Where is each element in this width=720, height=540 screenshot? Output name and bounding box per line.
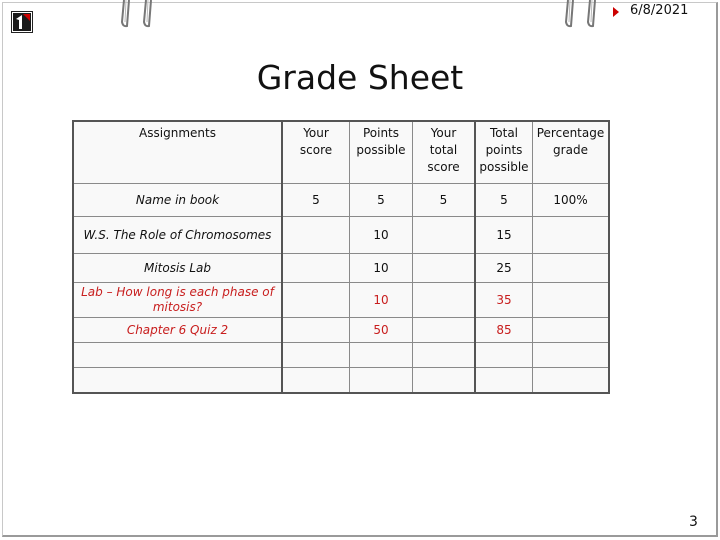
slide-date: 6/8/2021 bbox=[630, 3, 689, 18]
cell-total-possible: 25 bbox=[475, 254, 533, 283]
cell-percentage bbox=[533, 368, 610, 394]
cell-your-score bbox=[282, 368, 350, 394]
cell-points-possible: 50 bbox=[350, 318, 413, 343]
cell-assignment: W.S. The Role of Chromosomes bbox=[73, 217, 282, 254]
cell-total-possible: 85 bbox=[475, 318, 533, 343]
cell-total-possible bbox=[475, 368, 533, 394]
table-row bbox=[73, 318, 609, 343]
column-header-assignments: Assignments bbox=[73, 121, 282, 184]
cell-total-possible bbox=[475, 343, 533, 368]
column-header-your-total: Your total score bbox=[413, 121, 476, 184]
cell-points-possible bbox=[350, 343, 413, 368]
logo-icon bbox=[11, 11, 33, 33]
cell-your-score bbox=[282, 343, 350, 368]
cell-your-total bbox=[413, 217, 476, 254]
cell-your-score bbox=[282, 254, 350, 283]
cell-percentage bbox=[533, 283, 610, 318]
cell-assignment bbox=[73, 343, 282, 368]
cell-percentage: 100% bbox=[533, 184, 610, 217]
cell-your-total bbox=[413, 254, 476, 283]
play-arrow-icon bbox=[613, 7, 619, 17]
table-body bbox=[73, 184, 609, 394]
cell-your-score bbox=[282, 318, 350, 343]
cell-your-score bbox=[282, 283, 350, 318]
cell-assignment: Chapter 6 Quiz 2 bbox=[73, 318, 282, 343]
cell-percentage bbox=[533, 254, 610, 283]
cell-assignment: Mitosis Lab bbox=[73, 254, 282, 283]
table-row bbox=[73, 217, 609, 254]
grade-table bbox=[72, 120, 610, 394]
table-row bbox=[73, 254, 609, 283]
cell-total-possible: 15 bbox=[475, 217, 533, 254]
cell-points-possible: 5 bbox=[350, 184, 413, 217]
table-row bbox=[73, 184, 609, 217]
column-header-your-score: Your score bbox=[282, 121, 350, 184]
table-row bbox=[73, 283, 609, 318]
binder-ring-icon bbox=[118, 0, 160, 28]
cell-percentage bbox=[533, 343, 610, 368]
cell-your-total bbox=[413, 283, 476, 318]
column-header-points-possible: Points possible bbox=[350, 121, 413, 184]
table-row bbox=[73, 343, 609, 368]
cell-assignment: Name in book bbox=[73, 184, 282, 217]
column-header-percentage: Percentage grade bbox=[533, 121, 610, 184]
page-number: 3 bbox=[689, 514, 698, 530]
cell-assignment bbox=[73, 368, 282, 394]
table-row bbox=[73, 368, 609, 394]
binder-ring-icon bbox=[562, 0, 604, 28]
table-header-row bbox=[73, 121, 609, 184]
cell-total-possible: 35 bbox=[475, 283, 533, 318]
cell-points-possible: 10 bbox=[350, 217, 413, 254]
cell-total-possible: 5 bbox=[475, 184, 533, 217]
cell-your-total bbox=[413, 318, 476, 343]
cell-percentage bbox=[533, 217, 610, 254]
cell-points-possible: 10 bbox=[350, 283, 413, 318]
cell-your-total bbox=[413, 343, 476, 368]
cell-your-score bbox=[282, 217, 350, 254]
cell-points-possible: 10 bbox=[350, 254, 413, 283]
cell-your-score: 5 bbox=[282, 184, 350, 217]
cell-your-total bbox=[413, 368, 476, 394]
cell-percentage bbox=[533, 318, 610, 343]
slide-title: Grade Sheet bbox=[256, 58, 464, 97]
column-header-total-possible: Total points possible bbox=[475, 121, 533, 184]
cell-points-possible bbox=[350, 368, 413, 394]
cell-your-total: 5 bbox=[413, 184, 476, 217]
cell-assignment: Lab – How long is each phase of mitosis? bbox=[73, 283, 282, 318]
